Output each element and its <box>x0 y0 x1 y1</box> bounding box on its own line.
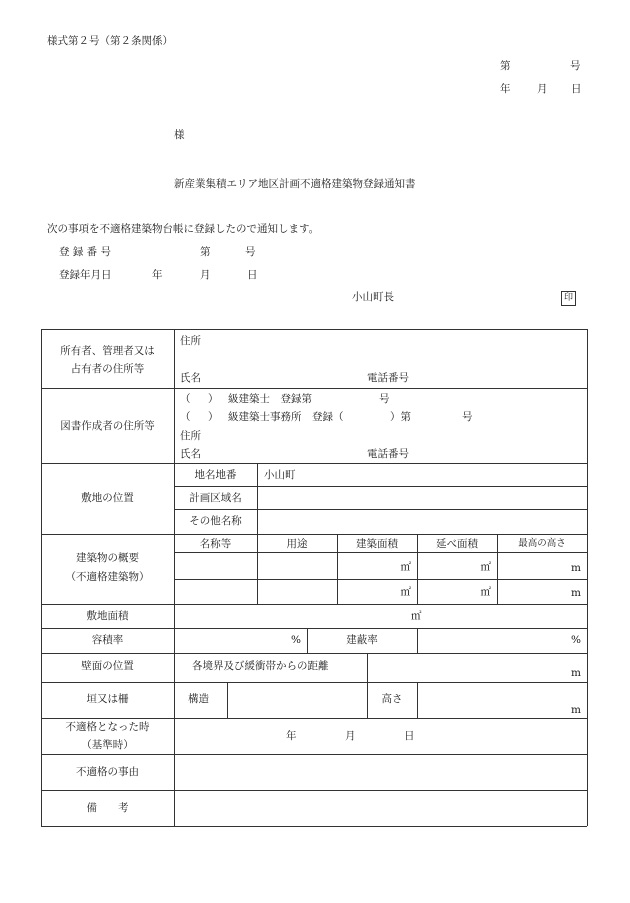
building-overview-label-line2: （不適格建築物） <box>65 571 150 583</box>
registration-date-month: 月 <box>200 269 211 281</box>
col-header-building-area: 建築面積 <box>356 538 398 550</box>
architect-go: 号 <box>379 393 390 405</box>
nonconform-date-label-line1: 不適格となった時 <box>65 721 150 733</box>
col-header-floor-area: 延べ面積 <box>436 538 478 550</box>
owner-label-line1: 所有者、管理者又は <box>60 345 155 357</box>
col-header-use: 用途 <box>286 538 308 550</box>
unit-building-area-2: ㎡ <box>400 586 411 598</box>
form-number: 様式第２号（第２条関係） <box>47 35 173 47</box>
intro-text: 次の事項を不適格建築物台帳に登録したので通知します。 <box>47 223 320 235</box>
addressee-sama: 様 <box>174 129 185 141</box>
wall-position-label: 壁面の位置 <box>81 660 134 672</box>
site-location-label: 敷地の位置 <box>81 492 134 504</box>
fence-label: 垣又は柵 <box>86 693 129 705</box>
unit-height-1: m <box>571 562 581 574</box>
far-label: 容積率 <box>91 634 124 646</box>
nonconform-reason-label: 不適格の事由 <box>76 766 139 778</box>
drafter-name-label: 氏名 <box>180 448 201 460</box>
unit-height-2: m <box>571 587 581 599</box>
office-go: 号 <box>462 411 473 423</box>
nonconform-month: 月 <box>345 730 356 742</box>
date-day: 日 <box>571 83 582 95</box>
registration-number-label: 登 録 番 号 <box>59 246 112 258</box>
col-header-max-height: 最高の高さ <box>518 538 566 549</box>
nonconform-date-label-line2: （基準時） <box>81 739 134 751</box>
bcr-unit: % <box>571 634 581 646</box>
nonconform-year: 年 <box>286 730 297 742</box>
doc-number-go: 号 <box>570 60 581 72</box>
architect-paren-close: ） <box>208 393 219 405</box>
fence-structure-label: 構造 <box>188 693 209 705</box>
building-overview-label-line1: 建築物の概要 <box>76 552 139 564</box>
date-year: 年 <box>500 83 511 95</box>
drafter-address-label: 住所 <box>180 430 201 442</box>
bcr-label: 建蔽率 <box>346 634 378 646</box>
unit-building-area-1: ㎡ <box>400 561 411 573</box>
doc-number-dai: 第 <box>500 60 511 72</box>
owner-label-line2: 占有者の住所等 <box>70 363 145 375</box>
registration-date-label: 登録年月日 <box>59 269 112 281</box>
registration-date-day: 日 <box>247 269 258 281</box>
registration-number-go: 号 <box>245 246 256 258</box>
owner-name-label: 氏名 <box>180 372 201 384</box>
office-paren-open: （ <box>180 411 191 423</box>
col-header-name: 名称等 <box>199 538 232 550</box>
registration-date-year: 年 <box>152 269 163 281</box>
fence-height-label: 高さ <box>381 693 403 705</box>
owner-address-label: 住所 <box>180 335 201 347</box>
document-title: 新産業集積エリア地区計画不適格建築物登録通知書 <box>174 178 416 190</box>
lot-number-value: 小山町 <box>264 469 296 481</box>
date-month: 月 <box>537 83 548 95</box>
fence-unit: m <box>571 704 581 716</box>
nonconform-day: 日 <box>404 730 415 742</box>
wall-unit: m <box>571 667 581 679</box>
mayor-name: 小山町長 <box>352 291 394 303</box>
registration-number-dai: 第 <box>200 246 211 258</box>
drafter-phone-label: 電話番号 <box>367 448 409 460</box>
drafter-label: 図書作成者の住所等 <box>60 420 155 432</box>
office-registration: 級建築士事務所 登録（ <box>228 411 344 423</box>
owner-phone-label: 電話番号 <box>367 372 409 384</box>
office-registration-close: ）第 <box>390 411 411 423</box>
lot-number-label: 地名地番 <box>194 469 237 481</box>
site-area-label: 敷地面積 <box>86 610 129 622</box>
unit-floor-area-2: ㎡ <box>480 586 491 598</box>
plan-area-name-label: 計画区域名 <box>189 492 242 504</box>
wall-distance-desc: 各境界及び緩衝帯からの距離 <box>192 660 329 672</box>
remarks-label: 備 考 <box>86 802 129 814</box>
other-name-label: その他名称 <box>189 515 242 527</box>
architect-paren-open: （ <box>180 393 191 405</box>
unit-floor-area-1: ㎡ <box>480 561 491 573</box>
office-paren-close: ） <box>208 411 219 423</box>
far-unit: % <box>291 634 301 646</box>
site-area-unit: ㎡ <box>411 610 422 622</box>
seal-mark: 印 <box>561 291 576 306</box>
architect-registration: 級建築士 登録第 <box>228 393 312 405</box>
